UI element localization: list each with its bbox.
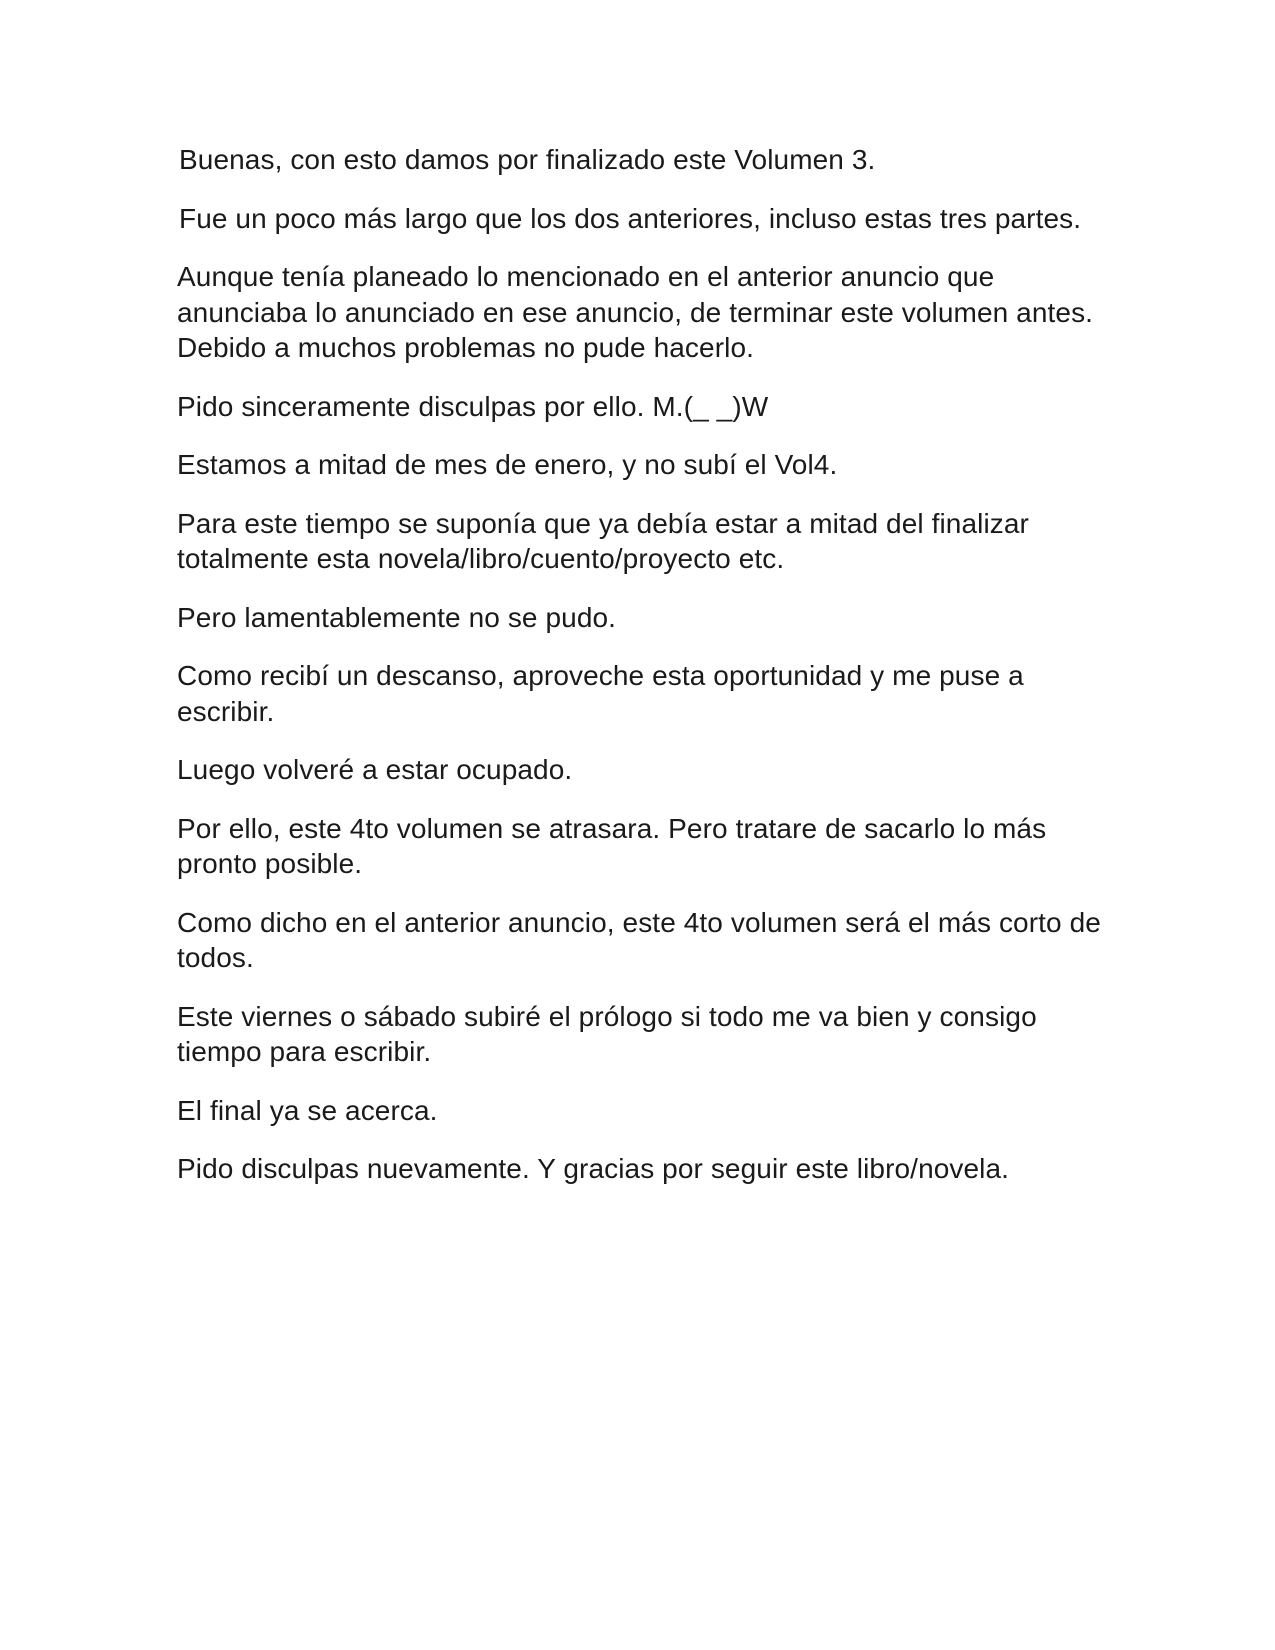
paragraph-13: El final ya se acerca. [177, 1094, 438, 1126]
paragraph-9: Luego volveré a estar ocupado. [177, 754, 573, 785]
paragraph-6: Para este tiempo se suponía que ya debía estar a mitad del finalizar totalmente esta novela/libro/cuento/proyecto etc. [177, 507, 1029, 574]
paragraph-2: Fue un poco más largo que los dos anteriores, incluso estas tres partes. [179, 202, 1082, 234]
document-body [177, 142, 1107, 1210]
paragraph-14: Pido disculpas nuevamente. Y gracias por seguir este libro/novela. [177, 1153, 1010, 1184]
paragraph-7: Pero lamentablemente no se pudo. [177, 601, 617, 633]
paragraph-1: Buenas, con esto damos por finalizado este Volumen 3. [179, 144, 876, 175]
paragraph-10: Por ello, este 4to volumen se atrasara. Pero tratare de sacarlo lo más pronto posible. [177, 812, 1047, 879]
paragraph-4: Pido sinceramente disculpas por ello. M.(_ _)W [177, 390, 769, 422]
paragraph-3: Aunque tenía planeado lo mencionado en el anterior anuncio que anunciaba lo anunciado en ese anuncio, de terminar este volumen antes. Debido a muchos problemas no pude hacerlo. [177, 261, 1094, 363]
paragraph-11: Como dicho en el anterior anuncio, este 4to volumen será el más corto de todos. [177, 906, 1101, 973]
paragraph-8: Como recibí un descanso, aproveche esta oportunidad y me puse a escribir. [177, 660, 1024, 727]
paragraph-5: Estamos a mitad de mes de enero, y no subí el Vol4. [177, 449, 838, 480]
paragraph-12: Este viernes o sábado subiré el prólogo si todo me va bien y consigo tiempo para escribir. [177, 1000, 1037, 1067]
